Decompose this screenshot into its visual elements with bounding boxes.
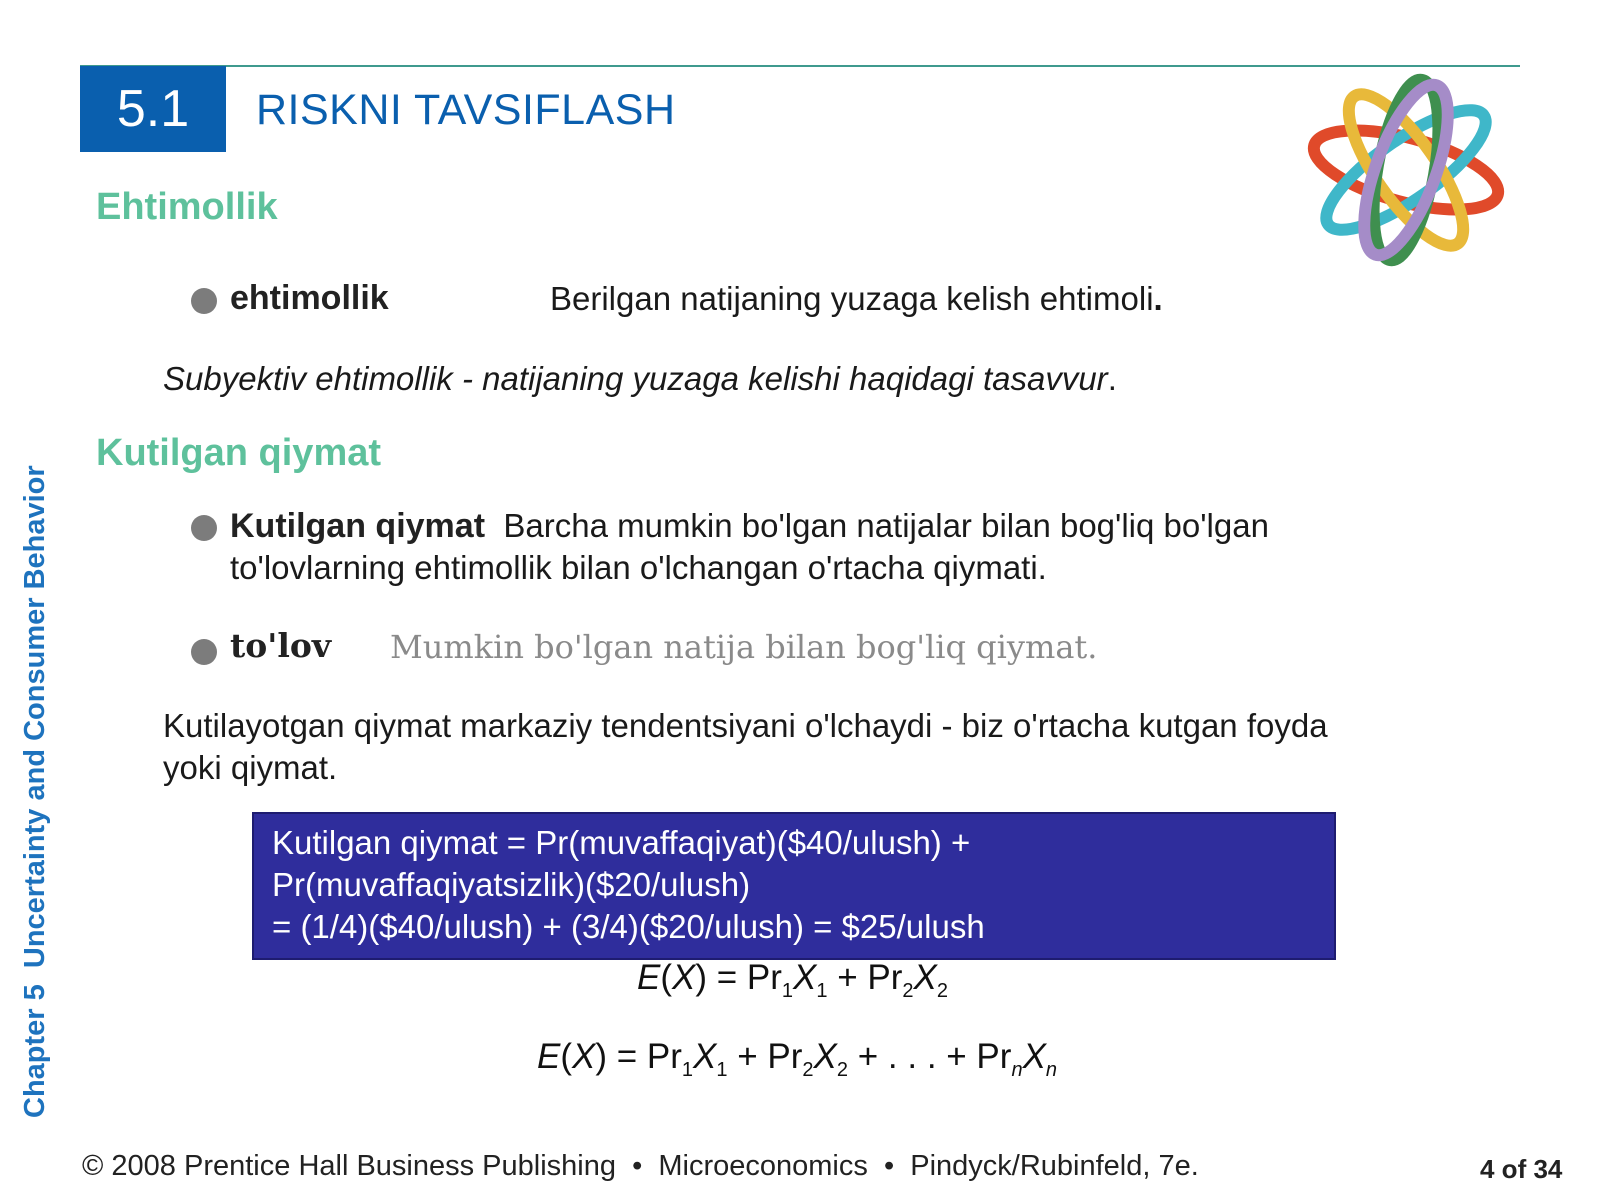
expected-value-equation-two-outcomes: $E(X) = Pr_1X_1 + Pr_2X_2$	[637, 958, 949, 1002]
expected-value-equation-n-outcomes: $E(X) = Pr_1X_1 + Pr_2X_2$ + . . . + $Pr_nX_n$	[537, 1037, 1058, 1081]
payoff-term: to'lov	[230, 626, 332, 665]
probability-definition: Berilgan natijaning yuzaga kelish ehtimoli.	[550, 280, 1163, 317]
page-number: 4 of 34	[1480, 1154, 1563, 1184]
subjective-probability-note: Subyektiv ehtimollik - natijaning yuzaga kelishi haqidagi tasavvur.	[163, 360, 1117, 397]
formula-line: Kutilgan qiymat = Pr(muvaffaqiyat)($40/ulush) +	[272, 824, 971, 861]
footer-text: © 2008 Prentice Hall Business Publishing • Microeconomics • Pindyck/Rubinfeld, 7e.	[82, 1150, 1199, 1182]
expected-value-summary: Kutilayotgan qiymat markaziy tendentsiyani o'lchaydi - biz o'rtacha kutgan foyda yoki qiymat.	[163, 707, 1328, 786]
expected-value-definition: Kutilgan qiymat Barcha mumkin bo'lgan natijalar bilan bog'liq bo'lgan to'lovlarning ehtimollik bilan o'lchangan o'rtacha qiymati.	[230, 507, 1269, 586]
formula-box	[252, 812, 1336, 960]
chapter-side-label: Chapter 5 Uncertainty and Consumer Behavior	[19, 465, 51, 1118]
probability-heading: Ehtimollik	[96, 186, 278, 228]
bullet-icon	[191, 515, 217, 541]
formula-line: Pr(muvaffaqiyatsizlik)($20/ulush)	[272, 866, 751, 903]
section-number: 5.1	[116, 80, 190, 138]
probability-term: ehtimollik	[230, 279, 389, 317]
section-number-box	[80, 66, 226, 152]
rings-logo-icon	[1296, 70, 1516, 270]
bullet-icon	[191, 288, 217, 314]
bullet-icon	[191, 639, 217, 665]
expected-value-heading: Kutilgan qiymat	[96, 432, 382, 474]
section-title: RISKNI TAVSIFLASH	[256, 86, 676, 134]
payoff-definition: Mumkin bo'lgan natija bilan bog'liq qiymat.	[390, 628, 1098, 666]
header-rule	[80, 65, 1520, 67]
formula-line: = (1/4)($40/ulush) + (3/4)($20/ulush) = $25/ulush	[272, 908, 985, 945]
